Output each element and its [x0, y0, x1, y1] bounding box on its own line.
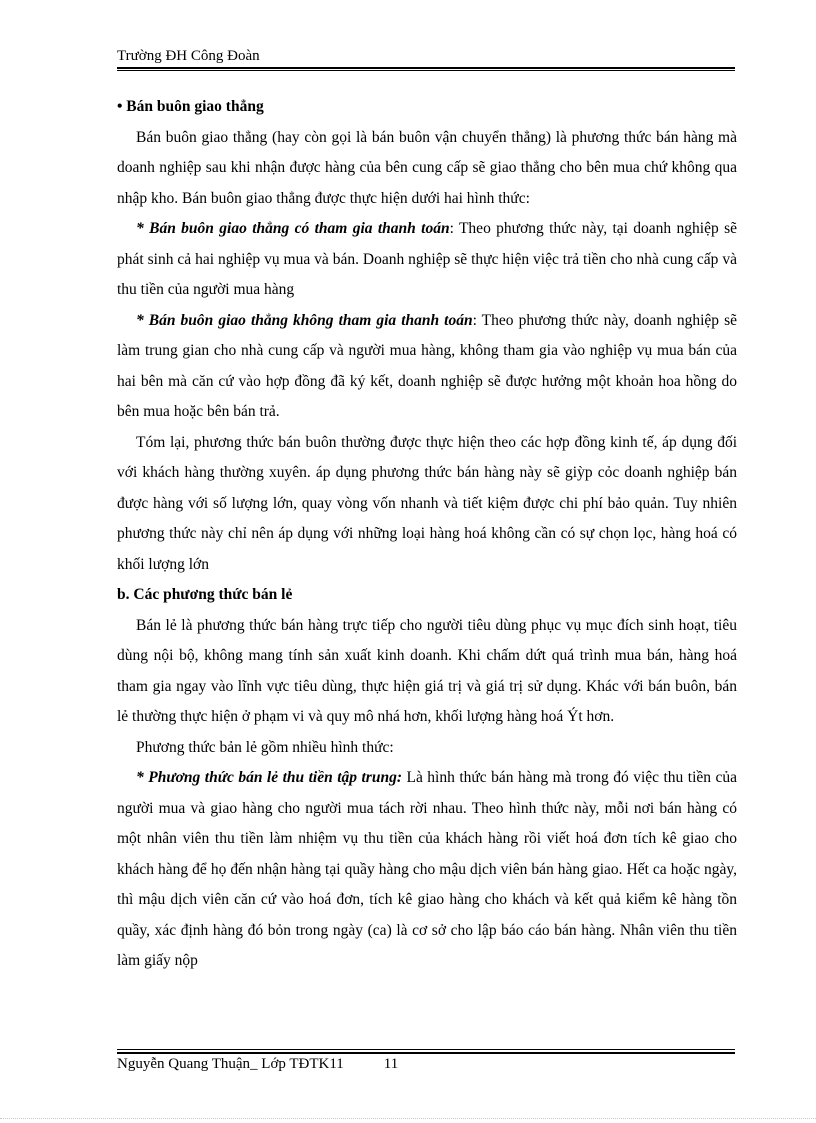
term-with-payment: * Bán buôn giao thẳng có tham gia thanh toán — [136, 220, 450, 237]
page-header: Trường ĐH Công Đoàn — [117, 48, 260, 64]
document-body — [117, 92, 737, 977]
page-number: 11 — [383, 1056, 399, 1072]
term-definition: : Theo phương thức này, tại doanh nghiệp sẽ phát sinh cả hai nghiệp vụ mua và bán. Doanh nghiệp sẽ thực hiện việc trả tiền cho nhà cung cấp và thu tiền của người mua hàng — [117, 220, 737, 298]
page-edge — [0, 1118, 816, 1119]
section-heading-wholesale-direct: • Bán buôn giao thẳng — [117, 98, 264, 115]
page-footer — [117, 1056, 735, 1073]
paragraph — [117, 214, 737, 306]
paragraph: Tóm lại, phương thức bán buôn thường được thực hiện theo các hợp đồng kinh tế, áp dụng đối với khách hàng thường xuyên. áp dụng phương thức bán hàng này sẽ giỳp cỏc doanh nghiệp bán được hàng với số lượng lớn, quay vòng vốn nhanh và tiết kiệm được chi phí bảo quản. Tuy nhiên phương thức này chỉ nên áp dụng với những loại hàng hoá không cần có sự chọn lọc, hàng hoá có khối lượng lớn — [117, 433, 737, 573]
section-heading-retail: b. Các phương thức bán lẻ — [117, 586, 293, 603]
paragraph — [117, 306, 737, 428]
footer-divider — [117, 1049, 735, 1054]
term-definition: Là hình thức bán hàng mà trong đó việc thu tiền của người mua và giao hàng cho người mua tách rời nhau. Theo hình thức này, mỗi nơi bán hàng có một nhân viên thu tiền làm nhiệm vụ thu tiền của khách hàng rồi viết hoá đơn tích kê giao cho khách hàng để họ đến nhận hàng tại quầy hàng cho mậu dịch viên bán hàng giao. Hết ca hoặc ngày, thì mậu dịch viên căn cứ vào hoá đơn, tích kê giao hàng cho khách và kết quả kiểm kê hàng tồn quầy, xác định hàng đó bỏn trong ngày (ca) là cơ sở cho lập báo cáo bán hàng. Nhân viên thu tiền làm giấy nộp — [117, 769, 738, 969]
paragraph: Bán buôn giao thẳng (hay còn gọi là bán buôn vận chuyển thẳng) là phương thức bán hàng mà doanh nghiệp sau khi nhận được hàng của bên cung cấp sẽ giao thẳng cho bên mua chứ không qua nhập kho. Bán buôn giao thẳng được thực hiện dưới hai hình thức: — [117, 128, 737, 207]
paragraph — [117, 763, 737, 977]
term-without-payment: * Bán buôn giao thẳng không tham gia thanh toán — [136, 311, 473, 329]
paragraph: Bán lẻ là phương thức bán hàng trực tiếp cho người tiêu dùng phục vụ mục đích sinh hoạt, tiêu dùng nội bộ, không mang tính sản xuất kinh doanh. Khi chấm dứt quá trình mua bán, hàng hoá tham gia ngay vào lĩnh vực tiêu dùng, thực hiện giá trị và giá trị sử dụng. Khác với bán buôn, bán lẻ thường thực hiện ở phạm vi và quy mô nhá hơn, khối lượng hàng hoá Ýt hơn. — [117, 616, 737, 725]
header-divider — [117, 67, 735, 71]
footer-author-class: Nguyễn Quang Thuận_ Lớp TĐTK11 — [117, 1056, 344, 1072]
term-definition: : Theo phương thức này, doanh nghiệp sẽ làm trung gian cho nhà cung cấp và người mua hàng, không tham gia vào nghiệp vụ mua bán của hai bên mà căn cứ vào hợp đồng đã ký kết, doanh nghiệp sẽ được hưởng một khoản hoa hồng do bên mua hoặc bên bán trả. — [117, 311, 737, 420]
paragraph: Phương thức bản lẻ gồm nhiều hình thức: — [136, 738, 394, 756]
term-centralized-payment: * Phương thức bán lẻ thu tiền tập trung: — [136, 769, 402, 786]
